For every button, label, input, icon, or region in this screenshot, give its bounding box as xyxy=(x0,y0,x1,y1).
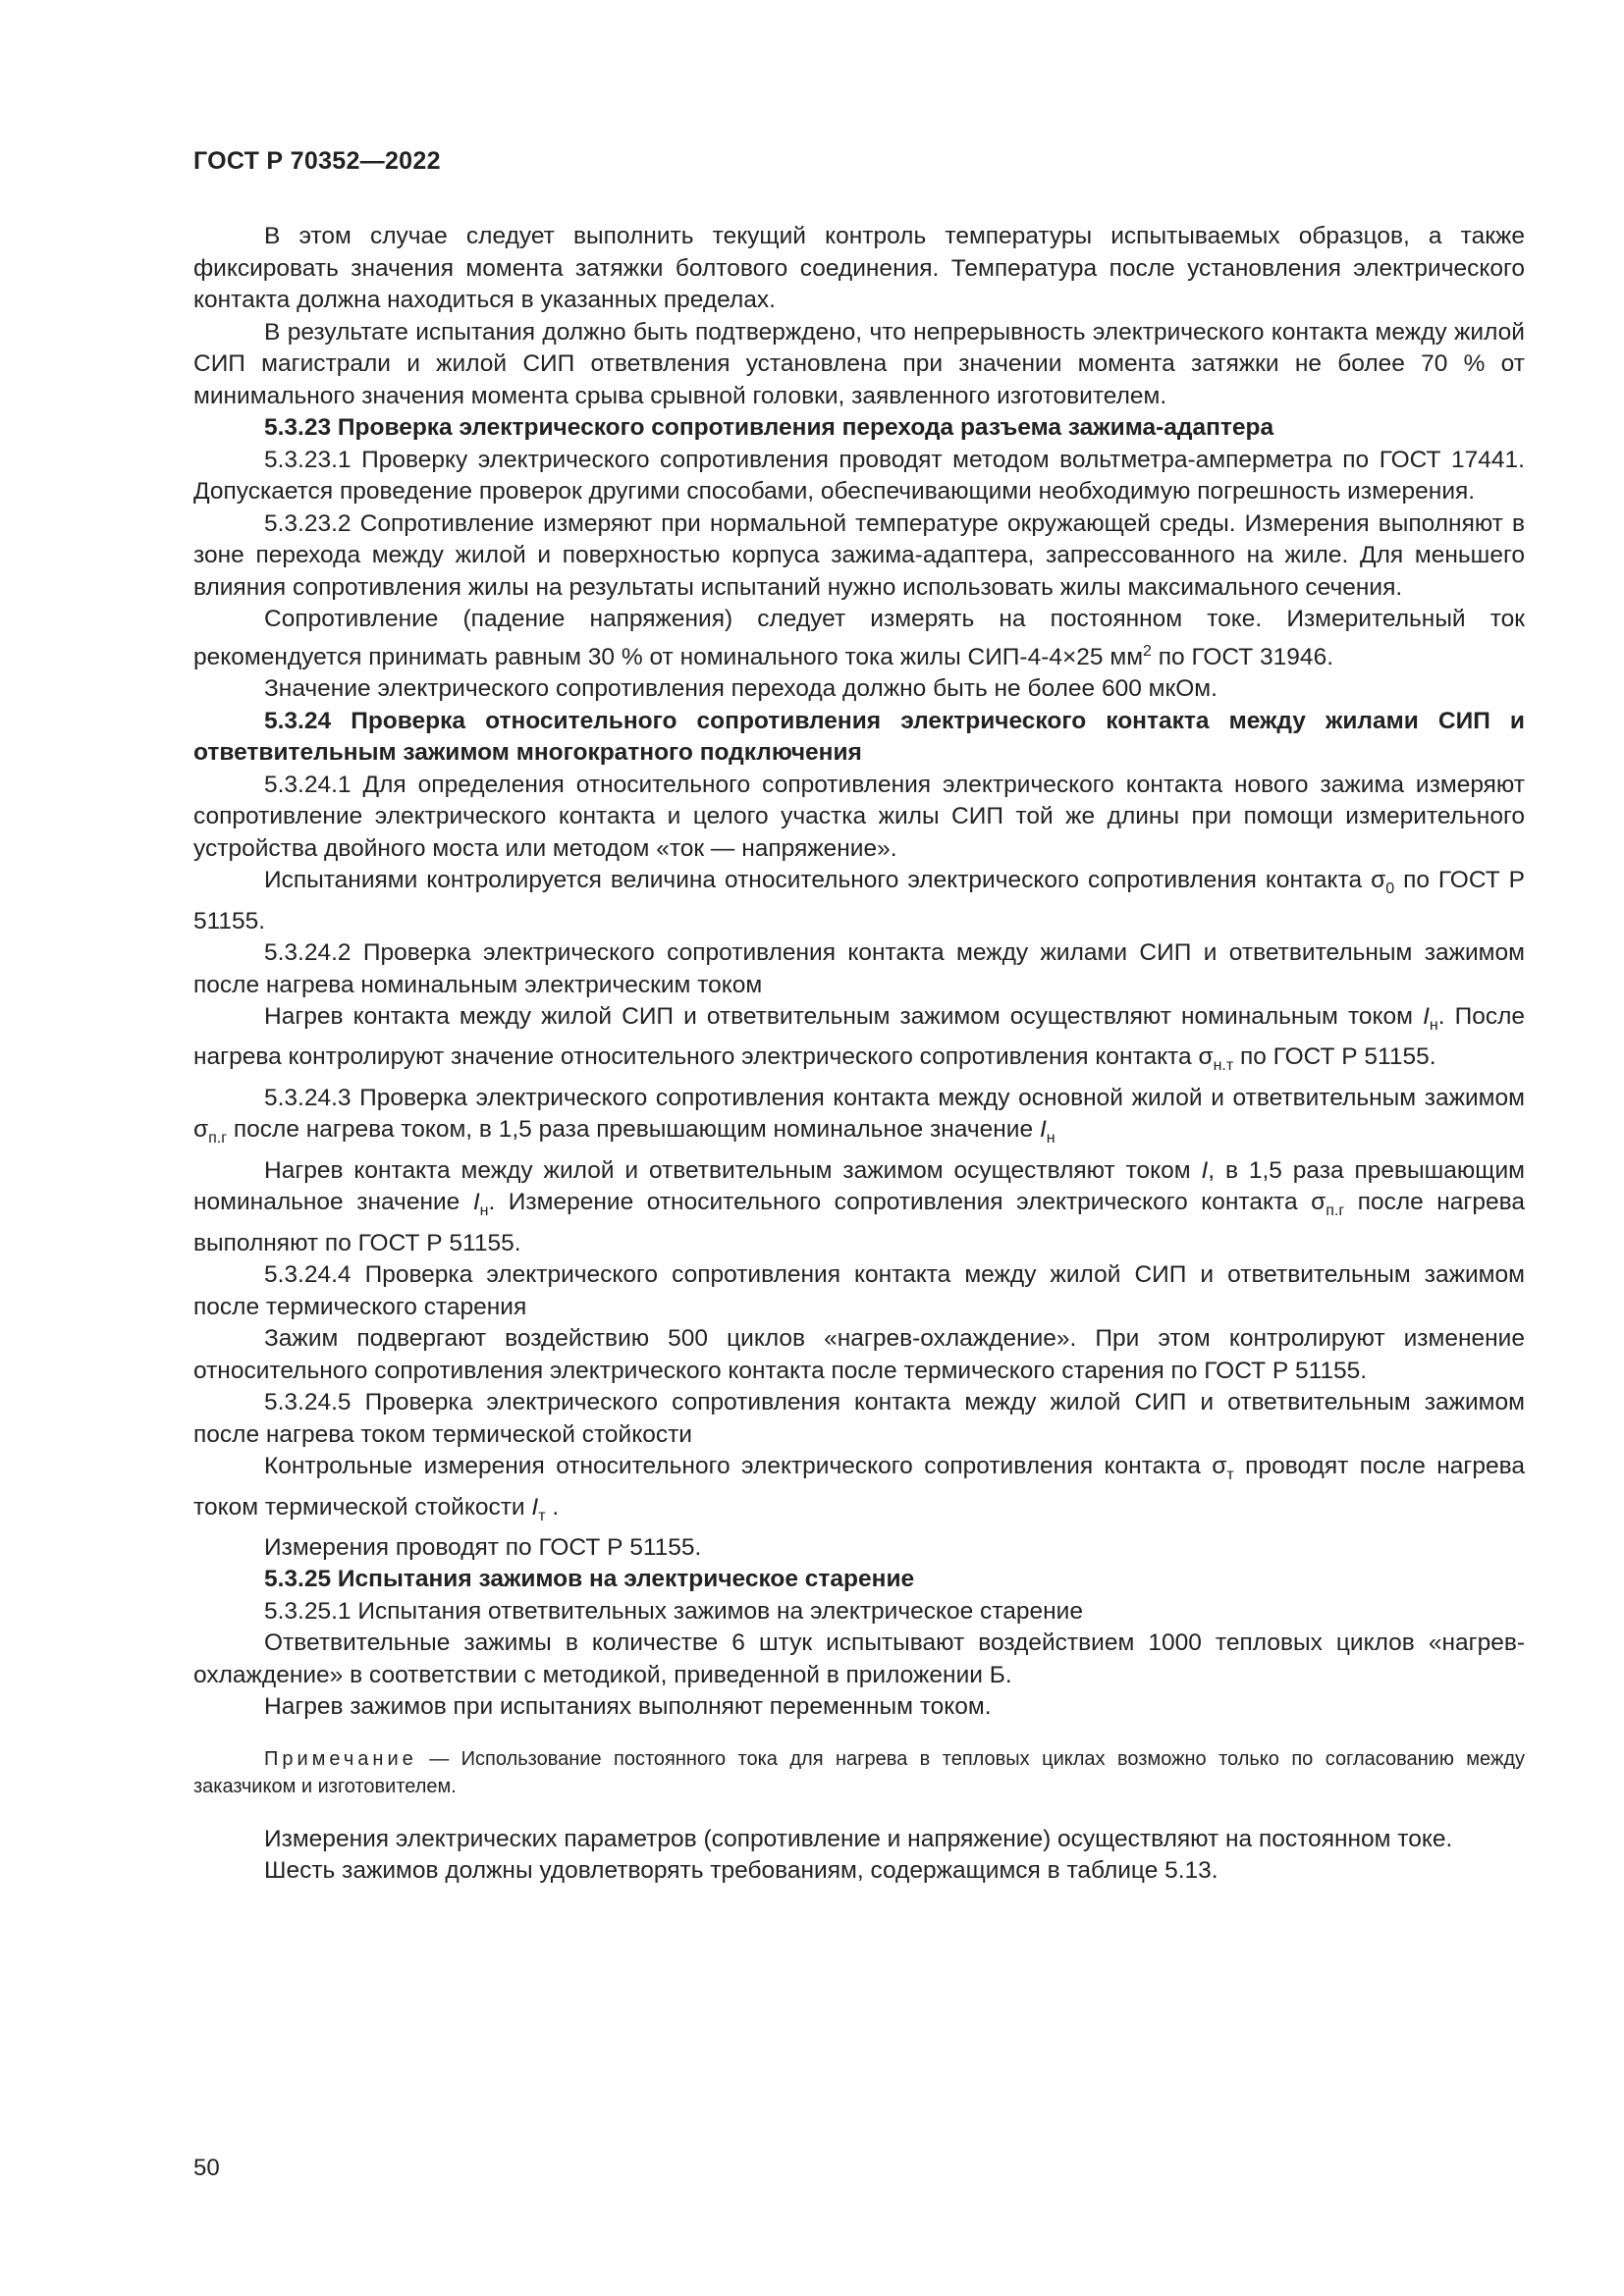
subscript: 0 xyxy=(1385,881,1395,898)
note-text: — Использование постоянного тока для нагрева в тепловых циклах возможно только по согласованию между заказчиком и изготовителем. xyxy=(193,1747,1525,1797)
paragraph: 5.3.24.1 Для определения относительного сопротивления электрического контакта нового зажима измеряют сопротивление электрического контакта и целого участка жилы СИП той же длины при помощи измерительного устройства двойного моста или методом «ток — напряжение». xyxy=(193,771,1525,862)
subscript: п.г xyxy=(208,1130,228,1148)
symbol: I xyxy=(1039,1116,1047,1144)
section-heading: 5.3.24 Проверка относительного сопротивления электрического контакта между жилами СИП и ответвительным зажимом многократного подключения xyxy=(193,707,1525,767)
note-label: Примечание xyxy=(264,1747,417,1770)
text: 5.3.24.3 Проверка электрического сопротивления контакта между основной жилой и ответвительным зажимом xyxy=(264,1084,1525,1111)
symbol: I xyxy=(1201,1156,1209,1184)
text: , в 1,5 раза превышающим номинальное значение xyxy=(193,1156,1525,1216)
subscript: т xyxy=(1226,1467,1234,1483)
paragraph: 5.3.24.5 Проверка электрического сопротивления контакта между жилой СИП и ответвительным зажимом после нагрева током термической стойкости xyxy=(193,1389,1525,1448)
paragraph xyxy=(193,1451,1525,1532)
paragraph: Измерения электрических параметров (сопротивление и напряжение) осуществляют на постоянном токе. xyxy=(264,1825,1453,1852)
symbol: σ xyxy=(1371,867,1386,894)
text: . После нагрева контролируют значение относительного электрического сопротивления контакта xyxy=(193,1003,1525,1071)
text: . xyxy=(545,1493,560,1521)
paragraph xyxy=(193,1001,1525,1083)
symbol: σ xyxy=(193,1116,209,1144)
text: Нагрев контакта между жилой СИП и ответвительным зажимом осуществляют номинальным током xyxy=(264,1003,1424,1031)
symbol: I xyxy=(1423,1003,1430,1031)
paragraph xyxy=(193,604,1525,673)
page-number: 50 xyxy=(193,2155,220,2181)
superscript: 2 xyxy=(1143,642,1152,660)
paragraph: Ответвительные зажимы в количестве 6 штук испытывают воздействием 1000 тепловых циклов «нагрев-охлаждение» в соответствии с методикой, приведенной в приложении Б. xyxy=(193,1629,1525,1688)
document-header: ГОСТ Р 70352—2022 xyxy=(193,147,441,175)
subscript: н xyxy=(1046,1130,1056,1148)
paragraph: Значение электрического сопротивления перехода должно быть не более 600 мкОм. xyxy=(264,675,1218,703)
paragraph: Нагрев зажимов при испытаниях выполняют переменным током. xyxy=(264,1693,992,1721)
paragraph: Измерения проводят по ГОСТ Р 51155. xyxy=(264,1533,702,1561)
paragraph: В результате испытания должно быть подтверждено, что непрерывность электрического контакта между жилой СИП магистрали и жилой СИП ответвления установлена при значении момента затяжки не более 70 % от минимального значения момента срыва срывной головки, заявленного изготовителем. xyxy=(193,318,1525,409)
paragraph: Зажим подвергают воздействию 500 циклов «нагрев-охлаждение». При этом контролируют изменение относительного сопротивления электрического контакта после термического старения по ГОСТ Р 51155. xyxy=(193,1325,1525,1384)
text: по ГОСТ Р 51155. xyxy=(1233,1043,1436,1071)
subscript: н xyxy=(479,1202,489,1220)
section-heading: 5.3.25 Испытания зажимов на электрическое старение xyxy=(264,1566,915,1593)
paragraph xyxy=(193,1155,1525,1259)
note xyxy=(193,1745,1525,1800)
subscript: п.г xyxy=(1326,1202,1345,1220)
symbol: I xyxy=(472,1189,480,1216)
text: проводят после нагрева током термической стойкости xyxy=(193,1453,1525,1521)
paragraph: В этом случае следует выполнить текущий контроль температуры испытываемых образцов, а также фиксировать значения момента затяжки болтового соединения. Температура после установления электрического контакта должна находиться в указанных пределах. xyxy=(193,223,1525,313)
document-body xyxy=(193,221,1525,1888)
section-heading: 5.3.23 Проверка электрического сопротивления перехода разъема зажима-адаптера xyxy=(264,414,1274,441)
text: . Измерение относительного сопротивления электрического контакта xyxy=(488,1189,1312,1216)
text: Контрольные измерения относительного электрического сопротивления контакта xyxy=(264,1453,1213,1480)
text: Нагрев контакта между жилой и ответвительным зажимом осуществляют током xyxy=(264,1156,1202,1184)
paragraph xyxy=(193,865,1525,937)
text: после нагрева выполняют по ГОСТ Р 51155. xyxy=(193,1189,1525,1256)
symbol: σ xyxy=(1198,1043,1214,1071)
symbol: σ xyxy=(1311,1189,1326,1216)
text: по ГОСТ 31946. xyxy=(1151,643,1333,670)
text: после нагрева током, в 1,5 раза превышающим номинальное значение xyxy=(227,1116,1040,1144)
paragraph xyxy=(193,1083,1525,1155)
symbol: I xyxy=(531,1493,539,1521)
paragraph: Шесть зажимов должны удовлетворять требованиям, содержащимся в таблице 5.13. xyxy=(264,1857,1218,1885)
subscript: т xyxy=(538,1507,546,1524)
paragraph: 5.3.24.4 Проверка электрического сопротивления контакта между жилой СИП и ответвительным зажимом после термического старения xyxy=(193,1261,1525,1320)
text: Сопротивление (падение напряжения) следует измерять на постоянном токе. Измерительный ток рекомендуется принимать равным 30 % от номинального тока жилы СИП-4-4×25 мм xyxy=(193,606,1525,670)
text: Испытаниями контролируется величина относительного электрического сопротивления контакта xyxy=(264,867,1372,894)
paragraph: 5.3.23.1 Проверку электрического сопротивления проводят методом вольтметра-амперметра по ГОСТ 17441. Допускается проведение проверок другими способами, обеспечивающими необходимую погрешность измерения. xyxy=(193,446,1525,505)
paragraph: 5.3.23.2 Сопротивление измеряют при нормальной температуре окружающей среды. Измерения выполняют в зоне перехода между жилой и поверхностью корпуса зажима-адаптера, запрессованного на жиле. Для меньшего влияния сопротивления жилы на результаты испытаний нужно использовать жилы максимального сечения. xyxy=(193,509,1525,601)
subscript: н.т xyxy=(1213,1057,1234,1075)
subscript: н xyxy=(1429,1016,1438,1034)
text: по ГОСТ Р 51155. xyxy=(193,867,1525,934)
paragraph: 5.3.24.2 Проверка электрического сопротивления контакта между жилами СИП и ответвительным зажимом после нагрева номинальным электрическим током xyxy=(193,939,1525,998)
paragraph: 5.3.25.1 Испытания ответвительных зажимов на электрическое старение xyxy=(264,1597,1083,1625)
symbol: σ xyxy=(1212,1453,1227,1480)
